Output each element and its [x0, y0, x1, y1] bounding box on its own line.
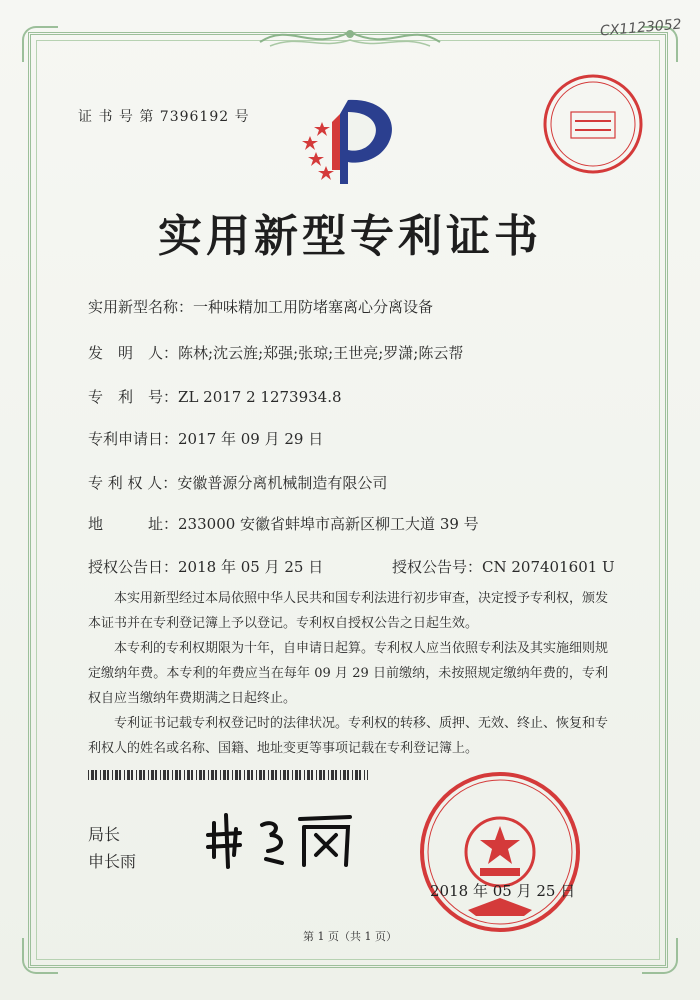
field-label: 专利申请日： [88, 430, 179, 448]
field-value: 2017 年 09 月 29 日 [178, 430, 324, 448]
director-name: 申长雨 [88, 852, 137, 871]
certificate-title: 实用新型专利证书 [158, 211, 542, 262]
field-label: 专 利 号： [88, 388, 179, 406]
seal-date: 2018 年 05 月 25 日 [430, 882, 576, 900]
field-value: 安徽普源分离机械制造有限公司 [177, 474, 388, 492]
grant-date-row [88, 556, 323, 577]
patent-holder-row [88, 472, 387, 493]
body-paragraph: 本专利的专利权期限为十年，自申请日起算。专利权人应当依照专利法及其实施细则规定缴纳年费。本专利的年费应当在每年 09 月 29 日前缴纳，未按照规定缴纳年费的，专利权自应当缴纳年费期满之日起终止。 [88, 641, 609, 706]
field-value: 233000 安徽省蚌埠市高新区柳工大道 39 号 [178, 515, 479, 533]
corner-ornament [22, 26, 58, 62]
field-value: 2018 年 05 月 25 日 [178, 558, 324, 576]
field-label: 专 利 权 人： [88, 474, 178, 492]
field-label: 授权公告号： [392, 558, 483, 576]
utility-model-name-row [88, 296, 433, 317]
handwritten-signature-icon [200, 805, 360, 875]
field-label: 地 址： [88, 515, 179, 533]
handwritten-code: CX1123052 [599, 16, 683, 40]
tax-stamp-icon [541, 72, 645, 176]
body-paragraph: 本实用新型经过本局依照中华人民共和国专利法进行初步审查，决定授予专利权，颁发本证书并在专利登记簿上予以登记。专利权自授权公告之日起生效。 [88, 591, 609, 631]
field-value: 一种味精加工用防堵塞离心分离设备 [193, 298, 434, 316]
barcode-icon [88, 770, 368, 780]
field-label: 发 明 人： [88, 344, 179, 362]
field-value: ZL 2017 2 1273934.8 [178, 388, 342, 406]
body-paragraph: 专利证书记载专利权登记时的法律状况。专利权的转移、质押、无效、终止、恢复和专利权人的姓名或名称、国籍、地址变更等事项记载在专利登记簿上。 [88, 716, 609, 756]
patent-number-row [88, 386, 342, 407]
field-value: 陈林;沈云旌;郑强;张琼;王世亮;罗潇;陈云帮 [178, 344, 464, 362]
field-label: 实用新型名称： [88, 298, 194, 316]
grant-number-row [392, 556, 615, 577]
top-ornament-icon [250, 20, 450, 54]
director-title: 局长 [88, 825, 121, 844]
field-label: 授权公告日： [88, 558, 179, 576]
field-value: CN 207401601 U [482, 558, 615, 576]
certificate-number: 证 书 号 第 7396192 号 [78, 109, 250, 125]
application-date-row [88, 428, 323, 449]
address-row [88, 513, 479, 534]
page-footer: 第 1 页（共 1 页） [303, 930, 397, 943]
national-ip-office-seal-icon [418, 770, 582, 934]
inventor-row [88, 342, 463, 363]
patent-office-logo-icon [296, 92, 416, 188]
